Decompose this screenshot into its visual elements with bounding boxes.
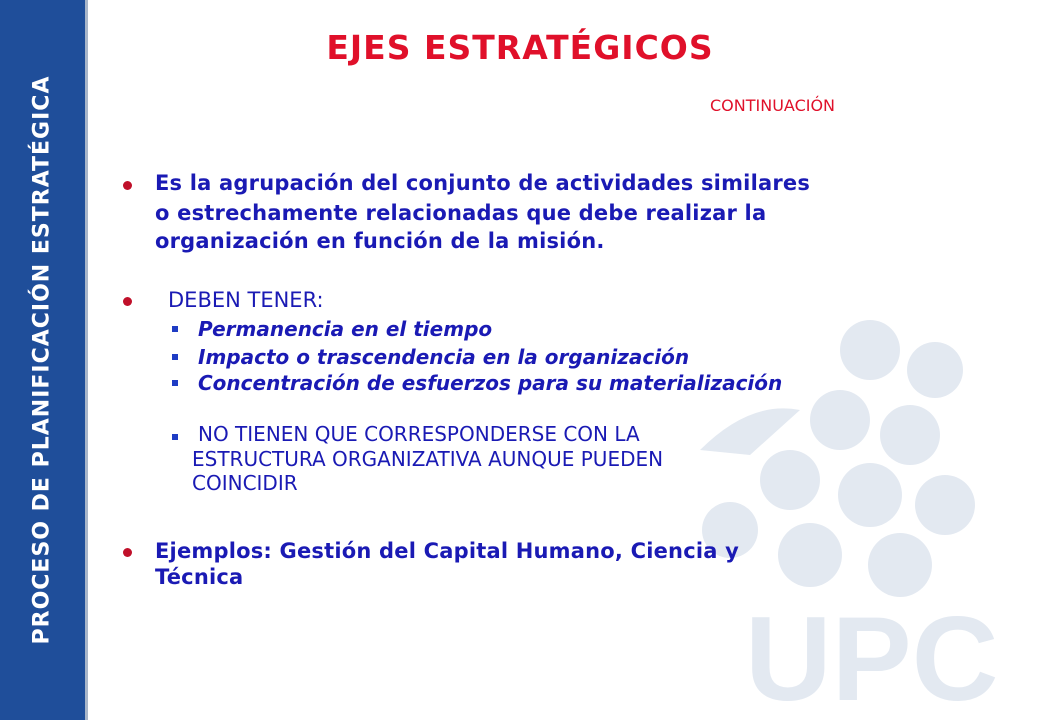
bullet-dot	[123, 297, 132, 306]
watermark-logo-text: UPC	[745, 592, 999, 720]
requirement-item-2: Impacto o trascendencia en la organización	[198, 345, 690, 369]
requirements-heading: DEBEN TENER:	[168, 288, 324, 312]
examples-line-1: Ejemplos: Gestión del Capital Humano, Ciencia y	[155, 539, 740, 563]
page-title: EJES ESTRATÉGICOS	[326, 28, 714, 67]
bullet-dot	[123, 181, 132, 190]
definition-line-1: Es la agrupación del conjunto de actividades similares	[155, 171, 811, 195]
note-line-1: NO TIENEN QUE CORRESPONDERSE CON LA	[198, 422, 640, 446]
examples-line-2: Técnica	[155, 565, 244, 589]
sub-bullet-square	[172, 380, 178, 386]
sidebar-band	[0, 0, 85, 720]
requirement-item-1: Permanencia en el tiempo	[198, 317, 493, 341]
requirement-item-3: Concentración de esfuerzos para su materialización	[198, 371, 783, 395]
sub-bullet-square	[172, 354, 178, 360]
sidebar-divider	[85, 0, 88, 720]
definition-line-2: o estrechamente relacionadas que debe realizar la	[155, 201, 767, 225]
note-line-2: ESTRUCTURA ORGANIZATIVA AUNQUE PUEDEN	[192, 447, 664, 471]
sub-bullet-square	[172, 326, 178, 332]
sidebar-title: PROCESO DE PLANIFICACIÓN ESTRATÉGICA	[29, 75, 55, 645]
definition-line-3: organización en función de la misión.	[155, 229, 605, 253]
note-line-3: COINCIDIR	[192, 471, 298, 495]
bullet-dot	[123, 548, 132, 557]
page-subtitle: CONTINUACIÓN	[710, 96, 836, 115]
sub-bullet-square	[172, 434, 178, 440]
